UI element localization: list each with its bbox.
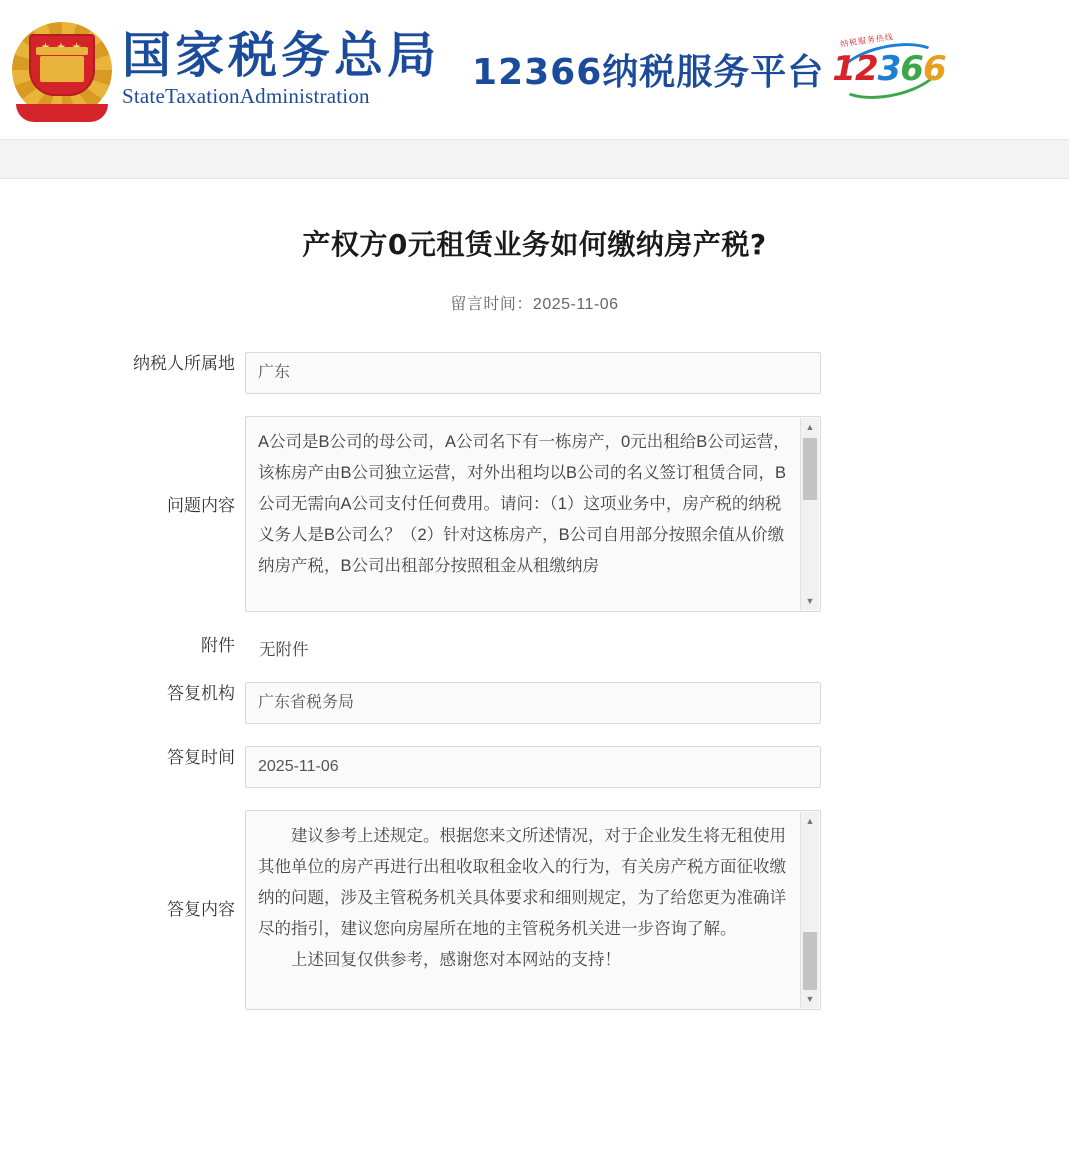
attachment-value: 无附件 <box>259 641 309 659</box>
post-time <box>0 291 1069 314</box>
answer-paragraph-2: 上述回复仅供参考，感谢您对本网站的支持！ <box>291 951 621 969</box>
region-label: 纳税人所属地 <box>133 354 235 373</box>
row-region <box>0 352 1069 394</box>
site-header <box>0 0 1069 140</box>
post-time-value: 2025-11-06 <box>532 296 619 313</box>
agency-label: 答复机构 <box>167 684 235 703</box>
region-field[interactable]: 广东 <box>245 352 821 394</box>
reply-time-field[interactable]: 2025-11-06 <box>245 746 821 788</box>
row-answer <box>0 810 1069 1010</box>
main-content <box>0 179 1069 1010</box>
page-title: 产权方0元租赁业务如何缴纳房产税? <box>302 228 767 261</box>
reply-time-label: 答复时间 <box>167 748 235 767</box>
logo-digits: 12366 <box>832 48 946 89</box>
answer-scrollbar[interactable] <box>800 812 819 1008</box>
national-emblem-icon <box>8 16 116 124</box>
row-attachment <box>0 634 1069 660</box>
detail-form <box>0 352 1069 1010</box>
scroll-down-icon[interactable]: ▼ <box>801 592 819 610</box>
brand-title-en: StateTaxationAdministration <box>122 83 370 108</box>
logo-12366-icon <box>832 33 944 107</box>
question-label: 问题内容 <box>167 496 235 515</box>
logo-hotline-text: 纳税服务热线 <box>839 31 895 49</box>
row-question <box>0 416 1069 612</box>
question-scrollbar[interactable] <box>800 418 819 610</box>
scroll-up-icon[interactable]: ▲ <box>801 812 819 830</box>
scroll-down-icon[interactable]: ▼ <box>801 990 819 1008</box>
header-divider-band <box>0 140 1069 179</box>
row-agency <box>0 682 1069 724</box>
brand-title-cn: 国家税务总局 <box>122 27 441 85</box>
answer-field[interactable] <box>245 810 821 1010</box>
attachment-label: 附件 <box>201 636 235 655</box>
answer-label: 答复内容 <box>167 900 235 919</box>
question-field[interactable] <box>245 416 821 612</box>
scroll-up-icon[interactable]: ▲ <box>801 418 819 436</box>
scroll-thumb[interactable] <box>803 438 817 500</box>
answer-paragraph-1: 建议参考上述规定。根据您来文所述情况，对于企业发生将无租使用其他单位的房产再进行出租收取租金收入的行为，有关房产税方面征收缴纳的问题，涉及主管税务机关具体要求和细则规定，为了给您更为准确详尽的指引，建议您向房屋所在地的主管税务机关进一步咨询了解。 <box>258 827 786 938</box>
row-reply-time <box>0 746 1069 788</box>
platform-title: 12366纳税服务平台 <box>472 52 825 93</box>
brand-block <box>122 27 441 108</box>
question-text: A公司是B公司的母公司，A公司名下有一栋房产，0元出租给B公司运营，该栋房产由B公司独立运营，对外出租均以B公司的名义签订租赁合同，B公司无需向A公司支付任何费用。请问：（1）这项业务中，房产税的纳税义务人是B公司么？（2）针对这栋房产，B公司自用部分按照余值从价缴纳房产税，B公司出租部分按照租金从租缴纳房 <box>258 433 790 575</box>
scroll-thumb[interactable] <box>803 932 817 990</box>
agency-field[interactable]: 广东省税务局 <box>245 682 821 724</box>
post-time-label: 留言时间： <box>450 296 533 313</box>
